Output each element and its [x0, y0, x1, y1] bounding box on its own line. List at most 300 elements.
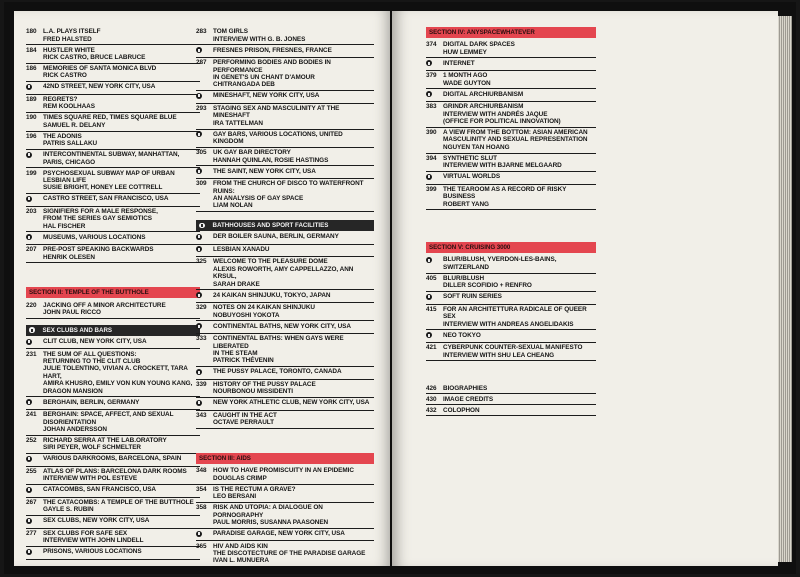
- entry-text: [443, 407, 596, 414]
- entry-line: NGUYEN TAN HOANG: [443, 143, 510, 151]
- toc-entry: [196, 466, 374, 484]
- entry-line: SAMUEL R. DELANY: [43, 121, 106, 129]
- toc-entry: [426, 255, 596, 273]
- entry-line: IN THE STEAM: [213, 350, 258, 358]
- entry-title: INTERNET: [443, 59, 475, 67]
- entry-text: [443, 91, 596, 100]
- entry-title: 42ND STREET, NEW YORK CITY, USA: [43, 83, 156, 91]
- entry-text: [213, 105, 374, 127]
- toc-entry: [26, 467, 200, 485]
- section-3-header: SECTION III: AIDS: [196, 453, 374, 464]
- entry-title: GRINDR ARCHIURBANISM: [443, 103, 524, 111]
- entry-title: SEX CLUBS, NEW YORK CITY, USA: [43, 517, 150, 525]
- page-number: 358: [196, 504, 207, 512]
- page-number: 309: [196, 180, 207, 188]
- entry-marker: [26, 399, 43, 408]
- page-number: 365: [196, 542, 207, 550]
- entry-marker: [196, 530, 213, 539]
- entry-line: JOHAN ANDERSSON: [43, 426, 107, 434]
- entry-text: [43, 133, 200, 148]
- right-column-1: [426, 27, 596, 416]
- entry-text: [213, 168, 374, 177]
- page-number: 379: [426, 72, 437, 80]
- entry-text: [213, 530, 374, 539]
- location-marker-icon: [196, 93, 202, 99]
- toc-entry: [196, 58, 374, 91]
- entry-title: HOW TO HAVE PROMISCUITY IN AN EPIDEMIC: [213, 467, 354, 475]
- entry-title: TOM GIRLS: [213, 28, 248, 36]
- entry-title: THE PUSSY PALACE, TORONTO, CANADA: [213, 368, 342, 376]
- toc-entry: [196, 398, 374, 411]
- entry-text: [213, 323, 374, 332]
- page-number: 339: [196, 380, 207, 388]
- entry-line: GAYLE S. RUBIN: [43, 506, 94, 514]
- toc-entry: [26, 82, 200, 95]
- entry-title: VIRTUAL WORLDS: [443, 173, 501, 181]
- entry-marker: [196, 368, 213, 377]
- entry-line: CHITRANGADA DEB: [213, 81, 275, 89]
- entry-line: PATRIS SALLAKU: [43, 140, 98, 148]
- toc-entry: [26, 207, 200, 233]
- entry-text: [43, 437, 200, 452]
- page-number: 354: [196, 485, 207, 493]
- left-column-2: [196, 27, 374, 566]
- entry-title: CONTINENTAL BATHS: WHEN GAYS WERE LIBERATED: [213, 335, 344, 350]
- location-marker-icon: [196, 292, 202, 298]
- entry-title: SEX CLUBS FOR SAFE SEX: [43, 529, 128, 537]
- section-5-header: SECTION V: CRUISING 3000: [426, 242, 596, 253]
- location-marker-icon: [196, 246, 202, 252]
- entry-text: [43, 548, 200, 557]
- entry-marker: [426, 256, 443, 271]
- entry-text: [43, 246, 200, 261]
- entry-marker: [196, 233, 213, 242]
- entry-text: [43, 302, 200, 317]
- location-marker-icon: [26, 196, 32, 202]
- entry-text: [43, 499, 200, 514]
- location-marker-icon: [426, 174, 432, 180]
- subsection-title: BATHHOUSES AND SPORT FACILITIES: [212, 222, 329, 230]
- entry-marker: [26, 517, 43, 526]
- entry-text: [443, 173, 596, 182]
- entry-text: [213, 504, 374, 526]
- right-page: [392, 11, 778, 566]
- entry-line: (OFFICE FOR POLITICAL INNOVATION): [443, 117, 561, 125]
- location-marker-icon: [29, 327, 35, 333]
- entry-title: VARIOUS DARKROOMS, BARCELONA, SPAIN: [43, 455, 182, 463]
- subsection-sex-clubs-header: [26, 325, 200, 336]
- entry-title: HISTORY OF THE PUSSY PALACE: [213, 380, 316, 388]
- entry-text: [43, 47, 200, 62]
- entry-text: [213, 412, 374, 427]
- page-number: 430: [426, 395, 437, 403]
- toc-entry: [196, 303, 374, 321]
- entry-line: PATRICK THÉVENIN: [213, 357, 274, 365]
- entry-text: [443, 332, 596, 341]
- entry-line: DOUGLAS CRIMP: [213, 474, 267, 482]
- entry-title: NEW YORK ATHLETIC CLUB, NEW YORK CITY, USA: [213, 399, 370, 407]
- entry-line: HANNAH QUINLAN, ROSIE HASTINGS: [213, 156, 329, 164]
- location-marker-icon: [426, 91, 432, 97]
- entry-text: [213, 47, 374, 56]
- toc-entry: [26, 529, 200, 547]
- toc-entry: [426, 128, 596, 154]
- entry-title: NEO TOKYO: [443, 331, 481, 339]
- entry-text: [213, 543, 374, 565]
- entry-line: INTERVIEW WITH ANDRÉS JAQUE: [443, 110, 548, 118]
- toc-entry: [26, 485, 200, 498]
- toc-group-backmatter: [426, 383, 596, 416]
- entry-text: [443, 275, 596, 290]
- entry-text: [213, 233, 374, 242]
- toc-entry: [196, 380, 374, 398]
- entry-marker: [196, 246, 213, 255]
- entry-marker: [26, 486, 43, 495]
- entry-marker: [196, 168, 213, 177]
- toc-entry: [426, 71, 596, 89]
- entry-marker: [26, 455, 43, 464]
- page-number: 255: [26, 467, 37, 475]
- entry-line: REM KOOLHAAS: [43, 103, 95, 111]
- entry-text: [213, 258, 374, 288]
- entry-title: BIOGRAPHIES: [443, 384, 488, 392]
- page-number: 305: [196, 149, 207, 157]
- entry-title: NOTES ON 24 KAIKAN SHINJUKU: [213, 304, 315, 312]
- entry-text: [443, 256, 596, 271]
- toc-entry: [196, 91, 374, 104]
- entry-title: CONTINENTAL BATHS, NEW YORK CITY, USA: [213, 322, 351, 330]
- entry-text: [443, 72, 596, 87]
- entry-text: [43, 195, 200, 204]
- entry-title: WELCOME TO THE PLEASURE DOME: [213, 258, 328, 266]
- page-number: 415: [426, 305, 437, 313]
- entry-title: MUSEUMS, VARIOUS LOCATIONS: [43, 233, 146, 241]
- entry-title: PRE-POST SPEAKING BACKWARDS: [43, 246, 154, 254]
- entry-title: REGRETS?: [43, 95, 78, 103]
- entry-title: 24 KAIKAN SHINJUKU, TOKYO, JAPAN: [213, 291, 331, 299]
- location-marker-icon: [26, 339, 32, 345]
- toc-entry: [426, 305, 596, 331]
- entry-title: COLOPHON: [443, 406, 480, 414]
- entry-title: DER BOILER SAUNA, BERLIN, GERMANY: [213, 233, 339, 241]
- page-number: 426: [426, 384, 437, 392]
- entry-title: PERFORMING BODIES AND BODIES IN PERFORMANCE: [213, 59, 331, 74]
- entry-title: LESBIAN XANADU: [213, 245, 270, 253]
- entry-title: CASTRO STREET, SAN FRANCISCO, USA: [43, 195, 169, 203]
- toc-entry: [196, 130, 374, 148]
- entry-text: [213, 149, 374, 164]
- page-number: 390: [426, 128, 437, 136]
- entry-line: INTERVIEW WITH JOHN LINDELL: [43, 537, 144, 545]
- location-marker-icon: [196, 47, 202, 53]
- entry-text: [213, 381, 374, 396]
- toc-entry: [426, 58, 596, 71]
- open-book: [4, 2, 796, 574]
- page-number: 283: [196, 28, 207, 36]
- toc-group-prisons-bars: [196, 27, 374, 212]
- toc-entry: [426, 89, 596, 102]
- entry-line: PAUL MORRIS, SUSANNA PAASONEN: [213, 518, 329, 526]
- page-number: 432: [426, 406, 437, 414]
- entry-text: [43, 455, 200, 464]
- entry-line: ALEXIS ROWORTH, AMY CAPPELLAZZO, ANN KRSUL,: [213, 265, 354, 281]
- entry-title: BLUR/BLUSH: [443, 274, 485, 282]
- toc-entry: [26, 95, 200, 113]
- entry-text: [43, 486, 200, 495]
- toc-group-cruising: [426, 255, 596, 361]
- page-number: 343: [196, 411, 207, 419]
- toc-entry: [196, 485, 374, 503]
- page-number: 399: [426, 185, 437, 193]
- entry-text: [43, 83, 200, 92]
- location-marker-icon: [196, 234, 202, 240]
- entry-text: [43, 28, 200, 43]
- entry-text: [43, 399, 200, 408]
- entry-title: RISK AND UTOPIA: A DIALOGUE ON PORNOGRAPHY: [213, 504, 323, 519]
- entry-marker: [196, 399, 213, 408]
- location-marker-icon: [26, 549, 32, 555]
- page-number: 267: [26, 498, 37, 506]
- entry-line: ROBERT YANG: [443, 200, 489, 208]
- entry-text: [43, 96, 200, 111]
- entry-line: IVAN L. MUNUERA: [213, 557, 269, 565]
- entry-title: 1 MONTH AGO: [443, 72, 488, 80]
- entry-line: LEO BERSANI: [213, 493, 257, 501]
- toc-entry: [26, 436, 200, 454]
- entry-line: FROM THE SERIES GAY SEMIOTICS: [43, 215, 152, 223]
- entry-text: [213, 486, 374, 501]
- page-number: 383: [426, 103, 437, 111]
- entry-text: [43, 114, 200, 129]
- entry-title: PARADISE GARAGE, NEW YORK CITY, USA: [213, 529, 345, 537]
- toc-group-bathhouses: [196, 232, 374, 429]
- toc-group-anyspace: [426, 40, 596, 210]
- entry-line: DRAGON MANSION: [43, 387, 103, 395]
- entry-marker: [196, 323, 213, 332]
- subsection-bathhouses-header: [196, 220, 374, 231]
- toc-entry: [26, 547, 200, 560]
- toc-entry: [196, 45, 374, 58]
- entry-text: [443, 186, 596, 208]
- location-marker-icon: [196, 400, 202, 406]
- entry-line: RICK CASTRO: [43, 72, 87, 80]
- page-number: 333: [196, 335, 207, 343]
- toc-entry: [26, 410, 200, 436]
- entry-marker: [26, 151, 43, 166]
- entry-line: DILLER SCOFIDIO + RENFRO: [443, 282, 532, 290]
- location-marker-icon: [26, 456, 32, 462]
- entry-title: THE SAINT, NEW YORK CITY, USA: [213, 167, 316, 175]
- entry-line: HENRIK OLESEN: [43, 253, 95, 261]
- location-marker-icon: [196, 168, 202, 174]
- entry-line: INTERVIEW WITH ANDREAS ANGELIDAKIS: [443, 320, 574, 328]
- toc-entry: [426, 185, 596, 211]
- page-number: 374: [426, 41, 437, 49]
- entry-title: DIGITAL DARK SPACES: [443, 41, 515, 49]
- page-number: 220: [26, 301, 37, 309]
- page-number: 252: [26, 437, 37, 444]
- toc-entry: [196, 148, 374, 166]
- entry-text: [43, 234, 200, 243]
- entry-text: [443, 293, 596, 302]
- toc-entry: [426, 383, 596, 394]
- location-marker-icon: [26, 84, 32, 90]
- toc-entry: [196, 503, 374, 529]
- page-number: 199: [26, 169, 37, 177]
- toc-entry: [426, 292, 596, 305]
- page-number: 203: [26, 207, 37, 215]
- toc-entry: [26, 168, 200, 194]
- entry-text: [213, 59, 374, 89]
- entry-title: BERGHAIN, BERLIN, GERMANY: [43, 398, 140, 406]
- page-number: 196: [26, 132, 37, 140]
- toc-entry: [26, 349, 200, 397]
- entry-line: NOURBONOU MISSIDENTI: [213, 388, 293, 396]
- entry-line: RICK CASTRO, BRUCE LABRUCE: [43, 53, 146, 61]
- entry-marker: [426, 173, 443, 182]
- left-column-1: [26, 27, 200, 560]
- entry-line: HAL FISCHER: [43, 222, 86, 230]
- entry-line: JOHN PAUL RICCO: [43, 309, 101, 317]
- toc-entry: [196, 166, 374, 179]
- toc-entry: [426, 172, 596, 185]
- toc-entry: [26, 397, 200, 410]
- entry-title: IMAGE CREDITS: [443, 395, 494, 403]
- toc-entry: [196, 179, 374, 212]
- entry-marker: [26, 338, 43, 347]
- toc-group-sex-clubs: [26, 337, 200, 560]
- left-page: [14, 11, 390, 566]
- entry-line: INTERVIEW WITH POL ESTEVE: [43, 475, 138, 483]
- entry-line: INTERVIEW WITH SHU LEA CHEANG: [443, 351, 555, 359]
- entry-title: CLIT CLUB, NEW YORK CITY, USA: [43, 338, 147, 346]
- toc-entry: [26, 498, 200, 516]
- toc-entry: [26, 516, 200, 529]
- location-marker-icon: [426, 60, 432, 66]
- toc-entry: [26, 113, 200, 131]
- toc-entry: [196, 257, 374, 290]
- entry-marker: [196, 131, 213, 146]
- entry-title: RICHARD SERRA AT THE LAB.ORATORY: [43, 437, 167, 444]
- entry-text: [43, 530, 200, 545]
- entry-line: INTERVIEW WITH G. B. JONES: [213, 35, 306, 43]
- entry-marker: [196, 92, 213, 101]
- entry-marker: [426, 332, 443, 341]
- entry-marker: [26, 195, 43, 204]
- location-marker-icon: [426, 257, 432, 263]
- entry-title: CYBERPUNK COUNTER-SEXUAL MANIFESTO: [443, 344, 583, 352]
- location-marker-icon: [196, 323, 202, 329]
- entry-marker: [426, 91, 443, 100]
- page-number: 190: [26, 114, 37, 122]
- entry-line: SUSIE BRIGHT, HONEY LEE COTTRELL: [43, 184, 163, 192]
- toc-entry: [426, 274, 596, 292]
- location-marker-icon: [26, 518, 32, 524]
- toc-entry: [196, 232, 374, 245]
- location-marker-icon: [199, 223, 205, 229]
- entry-text: [213, 131, 374, 146]
- page-number: 189: [26, 95, 37, 103]
- entry-title: JACKING OFF A MINOR ARCHITECTURE: [43, 301, 166, 309]
- entry-line: SIRI PEYER, WOLF SCHMELTER: [43, 444, 141, 452]
- entry-title: A VIEW FROM THE BOTTOM: ASIAN AMERICAN: [443, 128, 588, 136]
- toc-entry: [26, 245, 200, 263]
- section-2-header: SECTION II: TEMPLE OF THE BUTTHOLE: [26, 287, 200, 298]
- toc-entry: [426, 343, 596, 361]
- entry-title: SOFT RUIN SERIES: [443, 293, 502, 301]
- entry-line: AMIRA KHUSRO, EMILY VON KUN YOUNG KANG,: [43, 380, 193, 388]
- entry-marker: [196, 292, 213, 301]
- page-number: 325: [196, 258, 207, 266]
- page-number: 405: [426, 274, 437, 282]
- entry-line: THE DISCOTECTURE OF THE PARADISE GARAGE: [213, 549, 366, 557]
- entry-line: IN GENET'S UN CHANT D'AMOUR: [213, 73, 315, 81]
- entry-title: FROM THE CHURCH OF DISCO TO WATERFRONT RUINS:: [213, 180, 364, 195]
- entry-text: [43, 411, 200, 433]
- entry-text: [443, 103, 596, 125]
- page-number: 180: [26, 28, 37, 36]
- toc-entry: [26, 45, 200, 63]
- page-number: 293: [196, 104, 207, 112]
- location-marker-icon: [196, 131, 202, 137]
- subsection-title: SEX CLUBS AND BARS: [42, 326, 113, 334]
- page-number: 394: [426, 154, 437, 162]
- toc-group-section2-intro: [26, 300, 200, 318]
- entry-title: PSYCHOSEXUAL SUBWAY MAP OF URBAN LESBIAN LIFE: [43, 169, 175, 184]
- entry-title: SIGNIFIERS FOR A MALE RESPONSE,: [43, 207, 158, 215]
- entry-title: CATACOMBS, SAN FRANCISCO, USA: [43, 486, 156, 494]
- toc-entry: [26, 232, 200, 245]
- toc-group-aids: [196, 466, 374, 566]
- entry-text: [213, 335, 374, 365]
- entry-line: RETURNING TO THE CLIT CLUB: [43, 358, 141, 366]
- toc-entry: [196, 321, 374, 334]
- entry-text: [213, 292, 374, 301]
- entry-text: [213, 368, 374, 377]
- entry-line: LIAM NOLAN: [213, 202, 253, 210]
- entry-text: [443, 344, 596, 359]
- entry-text: [443, 129, 596, 151]
- entry-marker: [196, 47, 213, 56]
- entry-line: SARAH DRAKE: [213, 280, 260, 288]
- entry-text: [43, 468, 200, 483]
- entry-title: UK GAY BAR DIRECTORY: [213, 149, 291, 157]
- entry-line: WADE GUYTON: [443, 79, 491, 87]
- page-number: 329: [196, 304, 207, 312]
- toc-entry: [26, 194, 200, 207]
- toc-entry: [196, 529, 374, 542]
- entry-marker: [426, 293, 443, 302]
- entry-marker: [26, 234, 43, 243]
- page-number: 184: [26, 46, 37, 54]
- location-marker-icon: [426, 332, 432, 338]
- entry-title: HUSTLER WHITE: [43, 46, 95, 54]
- toc-entry: [426, 40, 596, 58]
- entry-text: [43, 208, 200, 230]
- entry-title: FRESNES PRISON, FRESNES, FRANCE: [213, 46, 332, 54]
- entry-title: HIV AND AIDS KIN: [213, 542, 268, 550]
- toc-entry: [196, 27, 374, 45]
- toc-entry: [196, 245, 374, 258]
- entry-text: [213, 180, 374, 210]
- toc-entry: [26, 454, 200, 467]
- entry-text: [43, 151, 200, 166]
- entry-text: [43, 65, 200, 80]
- location-marker-icon: [196, 369, 202, 375]
- location-marker-icon: [426, 294, 432, 300]
- entry-line: JULIE TOLENTINO, VIVIAN A. CROCKETT, TARA HART,: [43, 365, 188, 380]
- entry-title: THE CATACOMBS: A TEMPLE OF THE BUTTHOLE: [43, 498, 194, 506]
